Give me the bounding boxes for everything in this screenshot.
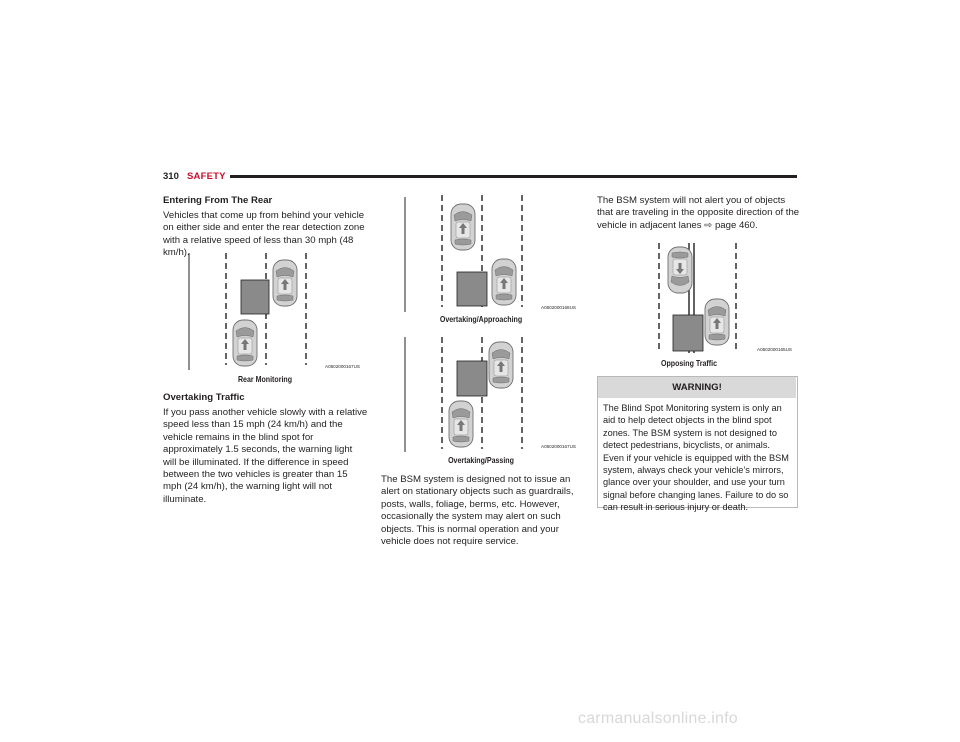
- heading-entering-from-rear: Entering From The Rear: [163, 195, 273, 206]
- vehicle-icon: [449, 401, 473, 447]
- figure-overtaking-passing: [404, 337, 584, 455]
- page-reference-link[interactable]: page 460.: [714, 219, 758, 231]
- paragraph-overtaking-traffic: If you pass another vehicle slowly with a relative speed less than 15 mph (24 km/h) and the vehicle remains in the blind spot for approximately 1.5 seconds, the warning light will be illuminated. If the difference in speed between the two vehicles is greater than 15 mph (24 km/h), the warning light will not illuminate.: [163, 407, 368, 505]
- figure-rear-monitoring: [188, 253, 368, 373]
- detection-zone: [457, 272, 487, 306]
- header-rule: [230, 175, 797, 178]
- vehicle-icon: [451, 204, 475, 250]
- figure-caption: Rear Monitoring: [237, 374, 293, 384]
- heading-overtaking-traffic: Overtaking Traffic: [163, 392, 245, 403]
- vehicle-icon: [489, 342, 513, 388]
- detection-zone: [241, 280, 269, 314]
- figure-code: A0502000165US: [757, 347, 792, 352]
- vehicle-icon: [273, 260, 297, 306]
- paragraph-opposite-direction: The BSM system will not alert you of objects that are traveling in the opposite direction of the vehicle in adjacent lanes ⇨ page 460.: [597, 195, 800, 231]
- vehicle-icon: [705, 299, 729, 345]
- figure-code: A0502000167US: [325, 364, 360, 369]
- detection-zone: [457, 361, 487, 396]
- section-title: SAFETY: [187, 171, 226, 182]
- figure-caption: Overtaking/Passing: [448, 455, 514, 465]
- figure-code: A0502000168US: [541, 305, 576, 310]
- vehicle-icon: [668, 247, 692, 293]
- warning-title: WARNING!: [672, 382, 722, 393]
- paragraph-stationary-objects: The BSM system is designed not to issue an alert on stationary objects such as guardrails, posts, walls, foliage, berms, etc. However, occasionally the system may alert on such objects. This is normal operation and your vehicle does not require service.: [381, 474, 574, 548]
- warning-text: The Blind Spot Monitoring system is only an aid to help detect objects in the blind spot zones. The BSM system is not designed to detect pedestrians, bicyclists, or animals. Even if your vehicle is equipped with the BSM system, always check your vehicle’s mirrors, glance over your shoulder, and use your turn signal before changing lanes. Failure to do so can result in serious injury or death.: [603, 403, 789, 513]
- figure-caption: Overtaking/Approaching: [439, 314, 523, 324]
- figure-caption: Opposing Traffic: [660, 358, 718, 368]
- vehicle-icon: [492, 259, 516, 305]
- vehicle-icon: [233, 320, 257, 366]
- page-number: 310: [163, 171, 179, 182]
- arrow-reference-icon: ⇨: [704, 219, 713, 231]
- paragraph-entering-from-rear: Vehicles that come up from behind your vehicle on either side and enter the rear detection zone with a relative speed of less than 30 mph (48 km/h).: [163, 210, 365, 259]
- detection-zone: [673, 315, 703, 351]
- figure-opposing-traffic: [656, 243, 796, 355]
- watermark: carmanualsonline.info: [578, 710, 738, 727]
- figure-overtaking-approaching: [404, 195, 584, 317]
- figure-code: A0502000167US: [541, 444, 576, 449]
